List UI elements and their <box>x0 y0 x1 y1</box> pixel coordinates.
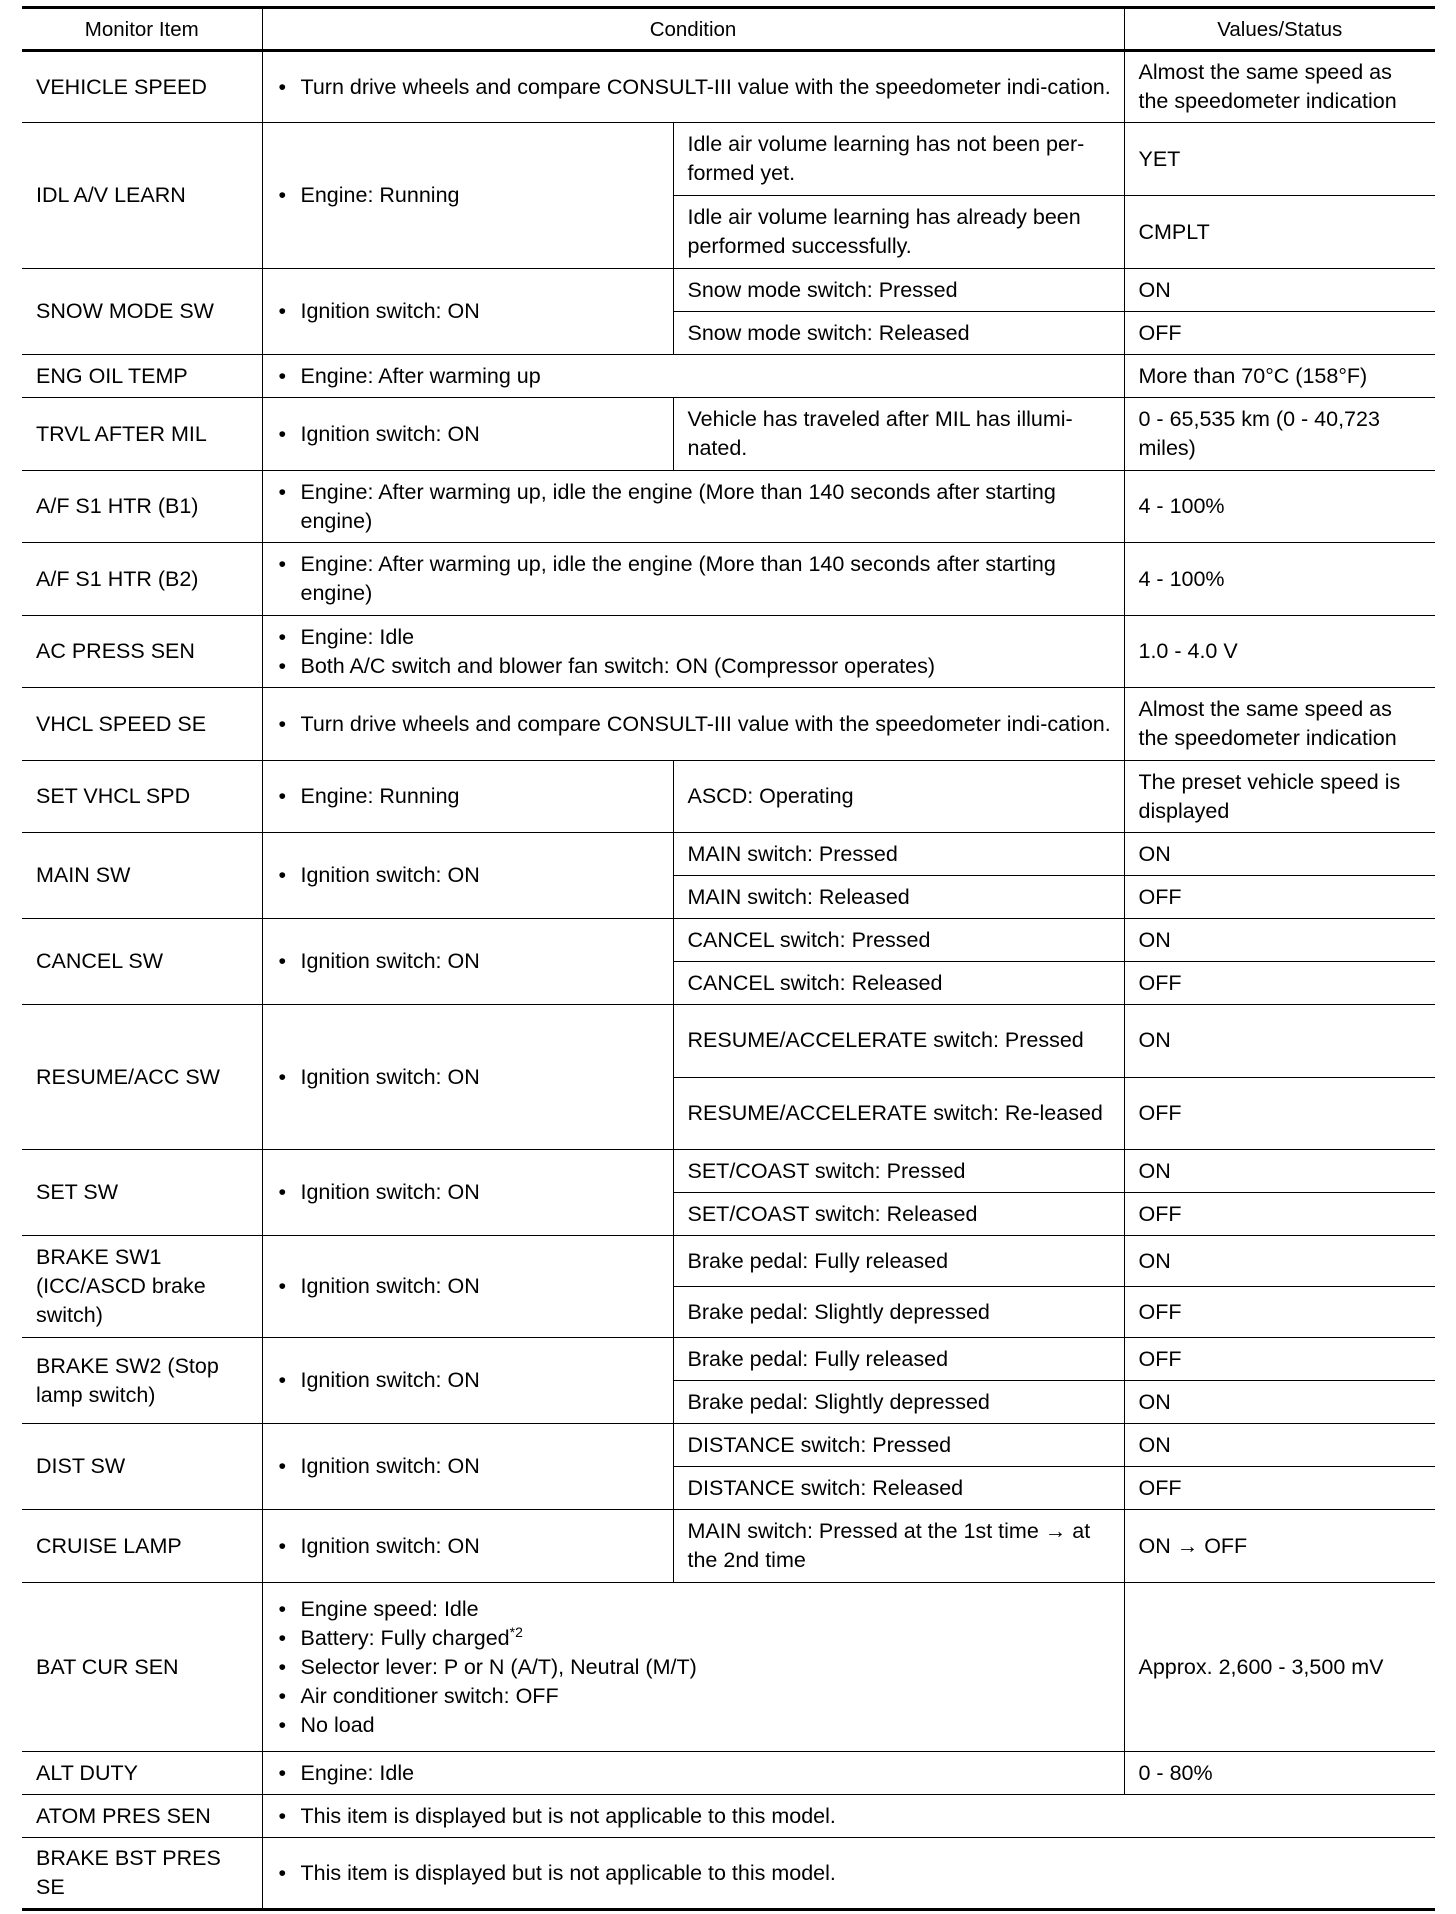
condition-cell <box>262 1510 673 1583</box>
value-cell: 1.0 - 4.0 V <box>1124 616 1435 688</box>
condition-bullet <box>279 73 1112 102</box>
condition-bullet <box>279 297 661 326</box>
monitor-item-cell: VHCL SPEED SE <box>22 688 262 761</box>
condition-bullet <box>279 1272 661 1301</box>
value-cell: More than 70°C (158°F) <box>1124 355 1435 398</box>
condition-text: Ignition switch: ON <box>300 299 480 323</box>
value-cell: The preset vehicle speed is displayed <box>1124 761 1435 833</box>
sub-condition-cell: Snow mode switch: Pressed <box>673 269 1124 312</box>
condition-bullet <box>279 1802 1424 1831</box>
condition-bullet <box>279 1759 1112 1788</box>
condition-text: Engine: After warming up, idle the engine (More than 140 seconds after starting engine) <box>300 479 1056 533</box>
condition-text: Engine: Running <box>300 784 460 808</box>
sub-condition-cell: DISTANCE switch: Pressed <box>673 1424 1124 1467</box>
value-cell: OFF <box>1124 962 1435 1005</box>
table-row <box>22 833 1435 876</box>
monitor-item-cell: CRUISE LAMP <box>22 1510 262 1583</box>
monitor-item-cell: IDL A/V LEARN <box>22 123 262 269</box>
condition-cell <box>262 398 673 471</box>
monitor-item-cell: RESUME/ACC SW <box>22 1005 262 1150</box>
condition-cell <box>262 269 673 355</box>
condition-bullet <box>279 1682 1112 1711</box>
condition-cell <box>262 1150 673 1236</box>
value-cell: OFF <box>1124 1467 1435 1510</box>
condition-cell <box>262 919 673 1005</box>
monitor-item-cell: VEHICLE SPEED <box>22 51 262 123</box>
monitor-item-cell: AC PRESS SEN <box>22 616 262 688</box>
monitor-item-cell: BRAKE SW2 (Stop lamp switch) <box>22 1338 262 1424</box>
value-cell: OFF <box>1124 312 1435 355</box>
value-cell: OFF <box>1124 1193 1435 1236</box>
condition-bullet <box>279 362 1112 391</box>
sub-condition-cell: CANCEL switch: Pressed <box>673 919 1124 962</box>
table-row <box>22 123 1435 196</box>
value-cell: ON <box>1124 1381 1435 1424</box>
monitor-item-cell: SET SW <box>22 1150 262 1236</box>
condition-cell <box>262 761 673 833</box>
condition-text: Engine: Idle <box>300 624 415 649</box>
condition-cell <box>262 1752 1124 1795</box>
condition-bullet <box>279 710 1112 739</box>
condition-bullet <box>279 550 1112 608</box>
monitor-item-cell: DIST SW <box>22 1424 262 1510</box>
value-cell: Almost the same speed as the speedometer indication <box>1124 51 1435 123</box>
sub-condition-cell: MAIN switch: Released <box>673 876 1124 919</box>
sub-condition-cell: MAIN switch: Pressed <box>673 833 1124 876</box>
monitor-item-cell: A/F S1 HTR (B1) <box>22 471 262 543</box>
table-row <box>22 398 1435 471</box>
condition-text: No load <box>300 1712 375 1737</box>
condition-cell <box>262 543 1124 616</box>
header-monitor-item: Monitor Item <box>22 8 262 51</box>
sub-condition-cell: CANCEL switch: Released <box>673 962 1124 1005</box>
condition-cell <box>262 688 1124 761</box>
value-cell: OFF <box>1124 1077 1435 1150</box>
table-header-row <box>22 8 1435 51</box>
condition-text: Ignition switch: ON <box>300 421 480 446</box>
value-cell: 0 - 80% <box>1124 1752 1435 1795</box>
condition-text: This item is displayed but is not applicable to this model. <box>300 1803 836 1828</box>
table-row <box>22 543 1435 616</box>
condition-text: Engine: Idle <box>300 1760 415 1785</box>
table-row <box>22 688 1435 761</box>
condition-cell <box>262 1005 673 1150</box>
value-cell: OFF <box>1124 876 1435 919</box>
sub-condition-cell: Brake pedal: Fully released <box>673 1338 1124 1381</box>
condition-text: Ignition switch: ON <box>300 1454 480 1478</box>
condition-cell <box>262 123 673 269</box>
condition-bullet <box>279 861 661 890</box>
condition-cell <box>262 1583 1124 1752</box>
condition-cell <box>262 1838 1435 1910</box>
value-cell: ON → OFF <box>1124 1510 1435 1583</box>
value-cell: ON <box>1124 1150 1435 1193</box>
condition-text: Both A/C switch and blower fan switch: ON (Compressor operates) <box>300 653 936 678</box>
monitor-item-cell: SNOW MODE SW <box>22 269 262 355</box>
condition-bullet <box>279 1653 1112 1682</box>
sub-condition-cell: Idle air volume learning has not been per-formed yet. <box>673 123 1124 196</box>
table-row <box>22 51 1435 123</box>
sub-condition-cell: SET/COAST switch: Pressed <box>673 1150 1124 1193</box>
table-row <box>22 269 1435 312</box>
table-row <box>22 471 1435 543</box>
condition-text: Ignition switch: ON <box>300 1368 480 1392</box>
condition-bullet <box>279 420 661 449</box>
condition-text: Ignition switch: ON <box>300 1274 480 1298</box>
monitor-item-table <box>22 6 1435 1911</box>
sub-condition-cell: SET/COAST switch: Released <box>673 1193 1124 1236</box>
table-row <box>22 1510 1435 1583</box>
monitor-item-cell: SET VHCL SPD <box>22 761 262 833</box>
table-row <box>22 1583 1435 1752</box>
sub-condition-cell: RESUME/ACCELERATE switch: Re-leased <box>673 1077 1124 1150</box>
table-row <box>22 761 1435 833</box>
condition-text: Ignition switch: ON <box>300 1533 480 1558</box>
table-row <box>22 1795 1435 1838</box>
table-row <box>22 1838 1435 1910</box>
monitor-item-cell: CANCEL SW <box>22 919 262 1005</box>
value-cell: OFF <box>1124 1338 1435 1381</box>
monitor-item-cell: MAIN SW <box>22 833 262 919</box>
header-condition: Condition <box>262 8 1124 51</box>
condition-cell <box>262 1424 673 1510</box>
value-cell: ON <box>1124 919 1435 962</box>
condition-cell <box>262 355 1124 398</box>
value-cell: Approx. 2,600 - 3,500 mV <box>1124 1583 1435 1752</box>
condition-text: Engine speed: Idle <box>300 1596 479 1621</box>
monitor-item-cell: BRAKE SW1 (ICC/ASCD brake switch) <box>22 1236 262 1338</box>
value-cell: Almost the same speed as the speedometer indication <box>1124 688 1435 761</box>
value-cell: 0 - 65,535 km (0 - 40,723 miles) <box>1124 398 1435 471</box>
condition-bullet <box>279 947 661 976</box>
table-row <box>22 1005 1435 1078</box>
condition-bullet <box>279 1532 661 1561</box>
sub-condition-cell: Brake pedal: Fully released <box>673 1236 1124 1287</box>
condition-text: Battery: Fully charged <box>300 1625 510 1650</box>
condition-bullet <box>279 623 1112 652</box>
condition-bullet <box>279 1063 661 1092</box>
condition-text: Engine: After warming up <box>300 363 541 388</box>
condition-bullet <box>279 652 1112 681</box>
condition-cell <box>262 1795 1435 1838</box>
condition-cell <box>262 616 1124 688</box>
value-cell: ON <box>1124 269 1435 312</box>
condition-bullet <box>279 1366 661 1395</box>
condition-bullet <box>279 1711 1112 1740</box>
value-cell: OFF <box>1124 1287 1435 1338</box>
condition-bullet <box>279 1859 1424 1888</box>
sub-condition-cell: Brake pedal: Slightly depressed <box>673 1381 1124 1424</box>
table-row <box>22 1752 1435 1795</box>
condition-text: Ignition switch: ON <box>300 949 480 973</box>
condition-text: Engine: Running <box>300 183 460 207</box>
condition-text: Selector lever: P or N (A/T), Neutral (M/T) <box>300 1654 697 1679</box>
monitor-item-cell: BAT CUR SEN <box>22 1583 262 1752</box>
table-row <box>22 355 1435 398</box>
condition-text: Ignition switch: ON <box>300 1064 480 1089</box>
sub-condition-cell: DISTANCE switch: Released <box>673 1467 1124 1510</box>
condition-bullet <box>279 478 1112 536</box>
table-row <box>22 1338 1435 1381</box>
condition-text: Engine: After warming up, idle the engine (More than 140 seconds after starting engine) <box>300 552 1056 605</box>
condition-text: Ignition switch: ON <box>300 863 480 887</box>
condition-text: Turn drive wheels and compare CONSULT-III value with the speedometer indi-cation. <box>300 711 1111 736</box>
condition-bullet <box>279 1178 661 1207</box>
value-cell: ON <box>1124 1236 1435 1287</box>
condition-text: Air conditioner switch: OFF <box>300 1683 559 1708</box>
sub-condition-cell: ASCD: Operating <box>673 761 1124 833</box>
condition-bullet <box>279 1624 1112 1653</box>
table-row <box>22 1150 1435 1193</box>
condition-bullet <box>279 782 661 811</box>
monitor-item-cell: BRAKE BST PRES SE <box>22 1838 262 1910</box>
monitor-item-cell: ENG OIL TEMP <box>22 355 262 398</box>
condition-cell <box>262 1338 673 1424</box>
value-cell: ON <box>1124 833 1435 876</box>
monitor-item-cell: ALT DUTY <box>22 1752 262 1795</box>
sub-condition-cell: Brake pedal: Slightly depressed <box>673 1287 1124 1338</box>
sub-condition-cell: Idle air volume learning has already been performed successfully. <box>673 196 1124 269</box>
monitor-item-cell: ATOM PRES SEN <box>22 1795 262 1838</box>
table-row <box>22 1236 1435 1287</box>
sub-condition-cell: MAIN switch: Pressed at the 1st time → at the 2nd time <box>673 1510 1124 1583</box>
sub-condition-cell: Snow mode switch: Released <box>673 312 1124 355</box>
condition-bullet <box>279 181 661 210</box>
condition-bullet <box>279 1595 1112 1624</box>
table-row <box>22 616 1435 688</box>
monitor-item-cell: TRVL AFTER MIL <box>22 398 262 471</box>
value-cell: 4 - 100% <box>1124 471 1435 543</box>
condition-text: This item is displayed but is not applicable to this model. <box>300 1860 836 1885</box>
footnote-marker: *2 <box>509 1623 523 1640</box>
condition-text: Ignition switch: ON <box>300 1180 480 1204</box>
header-values-status: Values/Status <box>1124 8 1435 51</box>
condition-text: Turn drive wheels and compare CONSULT-III value with the speedometer indi-cation. <box>300 74 1111 99</box>
table-row <box>22 1424 1435 1467</box>
condition-cell <box>262 51 1124 123</box>
condition-cell <box>262 1236 673 1338</box>
value-cell: YET <box>1124 123 1435 196</box>
table-row <box>22 919 1435 962</box>
sub-condition-cell: Vehicle has traveled after MIL has illumi-nated. <box>673 398 1124 471</box>
monitor-item-cell: A/F S1 HTR (B2) <box>22 543 262 616</box>
condition-bullet <box>279 1452 661 1481</box>
condition-cell <box>262 471 1124 543</box>
value-cell: 4 - 100% <box>1124 543 1435 616</box>
condition-cell <box>262 833 673 919</box>
value-cell: CMPLT <box>1124 196 1435 269</box>
value-cell: ON <box>1124 1424 1435 1467</box>
value-cell: ON <box>1124 1005 1435 1078</box>
sub-condition-cell: RESUME/ACCELERATE switch: Pressed <box>673 1005 1124 1078</box>
